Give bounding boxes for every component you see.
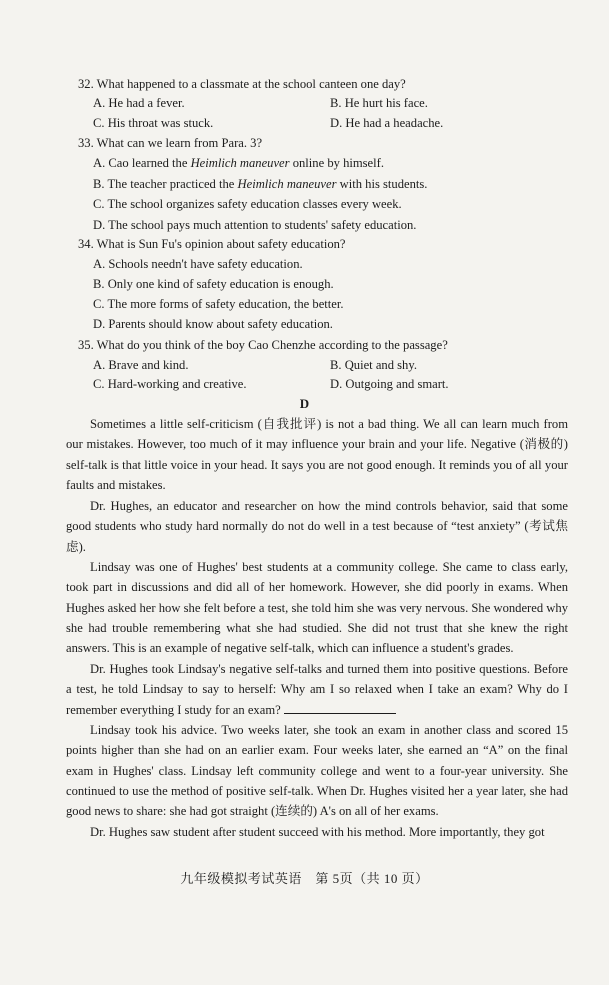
question-35-option-c: C. Hard-working and creative. (93, 377, 247, 391)
question-32-option-d: D. He had a headache. (330, 116, 444, 130)
passage-paragraph-5: Lindsay took his advice. Two weeks later, she took an exam in another class and scored 15 points higher than she had on an earlier exam. Four weeks later, she earned an “A” on the final exam in Hughes' class. Lindsay left community college and went to a four-year university. She continued to use the method of positive self-talk. When Dr. Hughes visited her a year later, she had good news to share: she had got straight (连续的) A's on all of her exams. (66, 723, 568, 819)
question-32-option-b: B. He hurt his face. (330, 96, 428, 110)
passage-paragraph-6: Dr. Hughes saw student after student succeed with his method. More importantly, they got (90, 825, 545, 839)
question-34-option-b: B. Only one kind of safety education is enough. (93, 277, 334, 291)
heimlich-term: Heimlich maneuver (190, 156, 290, 170)
passage-paragraph-4: Dr. Hughes took Lindsay's negative self-talks and turned them into positive questions. Before a test, he told Lindsay to say to herself: Why am I so relaxed when I take an exam? Why do I remember everything I study for an exam? (66, 662, 568, 717)
question-34-stem: 34. What is Sun Fu's opinion about safety education? (78, 237, 346, 251)
question-33-option-c: C. The school organizes safety education classes every week. (93, 197, 402, 211)
question-35-option-b: B. Quiet and shy. (330, 358, 417, 372)
passage-paragraph-3: Lindsay was one of Hughes' best students at a community college. She came to class early, took part in discussions and did all of her homework. However, she did poorly in exams. When Hughes asked her how she felt before a test, she told him she was very nervous. She wondered why she had trouble remembering what she had studied. She did not trust that she knew the right answers. This is an example of negative self-talk, which can influence a student's grades. (66, 560, 568, 656)
question-32-stem: 32. What happened to a classmate at the school canteen one day? (78, 77, 406, 91)
answer-blank (284, 701, 396, 714)
passage-paragraph-1: Sometimes a little self-criticism (自我批评) is not a bad thing. We all can learn much from our mistakes. However, too much of it may influence your brain and your life. Negative (消极的) self-talk is that little voice in your head. It says you are not good enough. It reminds you of all your faults and mistakes. (66, 417, 568, 492)
question-33-option-b: B. The teacher practiced the Heimlich maneuver with his students. (93, 177, 428, 191)
heimlich-term: Heimlich maneuver (237, 177, 337, 191)
question-32-option-a: A. He had a fever. (93, 96, 185, 110)
passage-paragraph-2: Dr. Hughes, an educator and researcher on how the mind controls behavior, said that some good students who study hard normally do not do well in a test because of “test anxiety” (考试焦虑). (66, 499, 568, 554)
question-34-option-c: C. The more forms of safety education, the better. (93, 297, 344, 311)
question-34-option-d: D. Parents should know about safety education. (93, 317, 333, 331)
section-heading: D (299, 396, 310, 411)
question-35-stem: 35. What do you think of the boy Cao Chenzhe according to the passage? (78, 338, 448, 352)
question-35-option-a: A. Brave and kind. (93, 358, 189, 372)
question-33-option-a: A. Cao learned the Heimlich maneuver online by himself. (93, 156, 384, 170)
page-footer: 九年级模拟考试英语 第 5页（共 10 页） (180, 871, 429, 886)
question-35-option-d: D. Outgoing and smart. (330, 377, 449, 391)
question-34-option-a: A. Schools needn't have safety education. (93, 257, 303, 271)
question-33-stem: 33. What can we learn from Para. 3? (78, 136, 263, 150)
question-33-option-d: D. The school pays much attention to students' safety education. (93, 218, 417, 232)
question-32-option-c: C. His throat was stuck. (93, 116, 214, 130)
